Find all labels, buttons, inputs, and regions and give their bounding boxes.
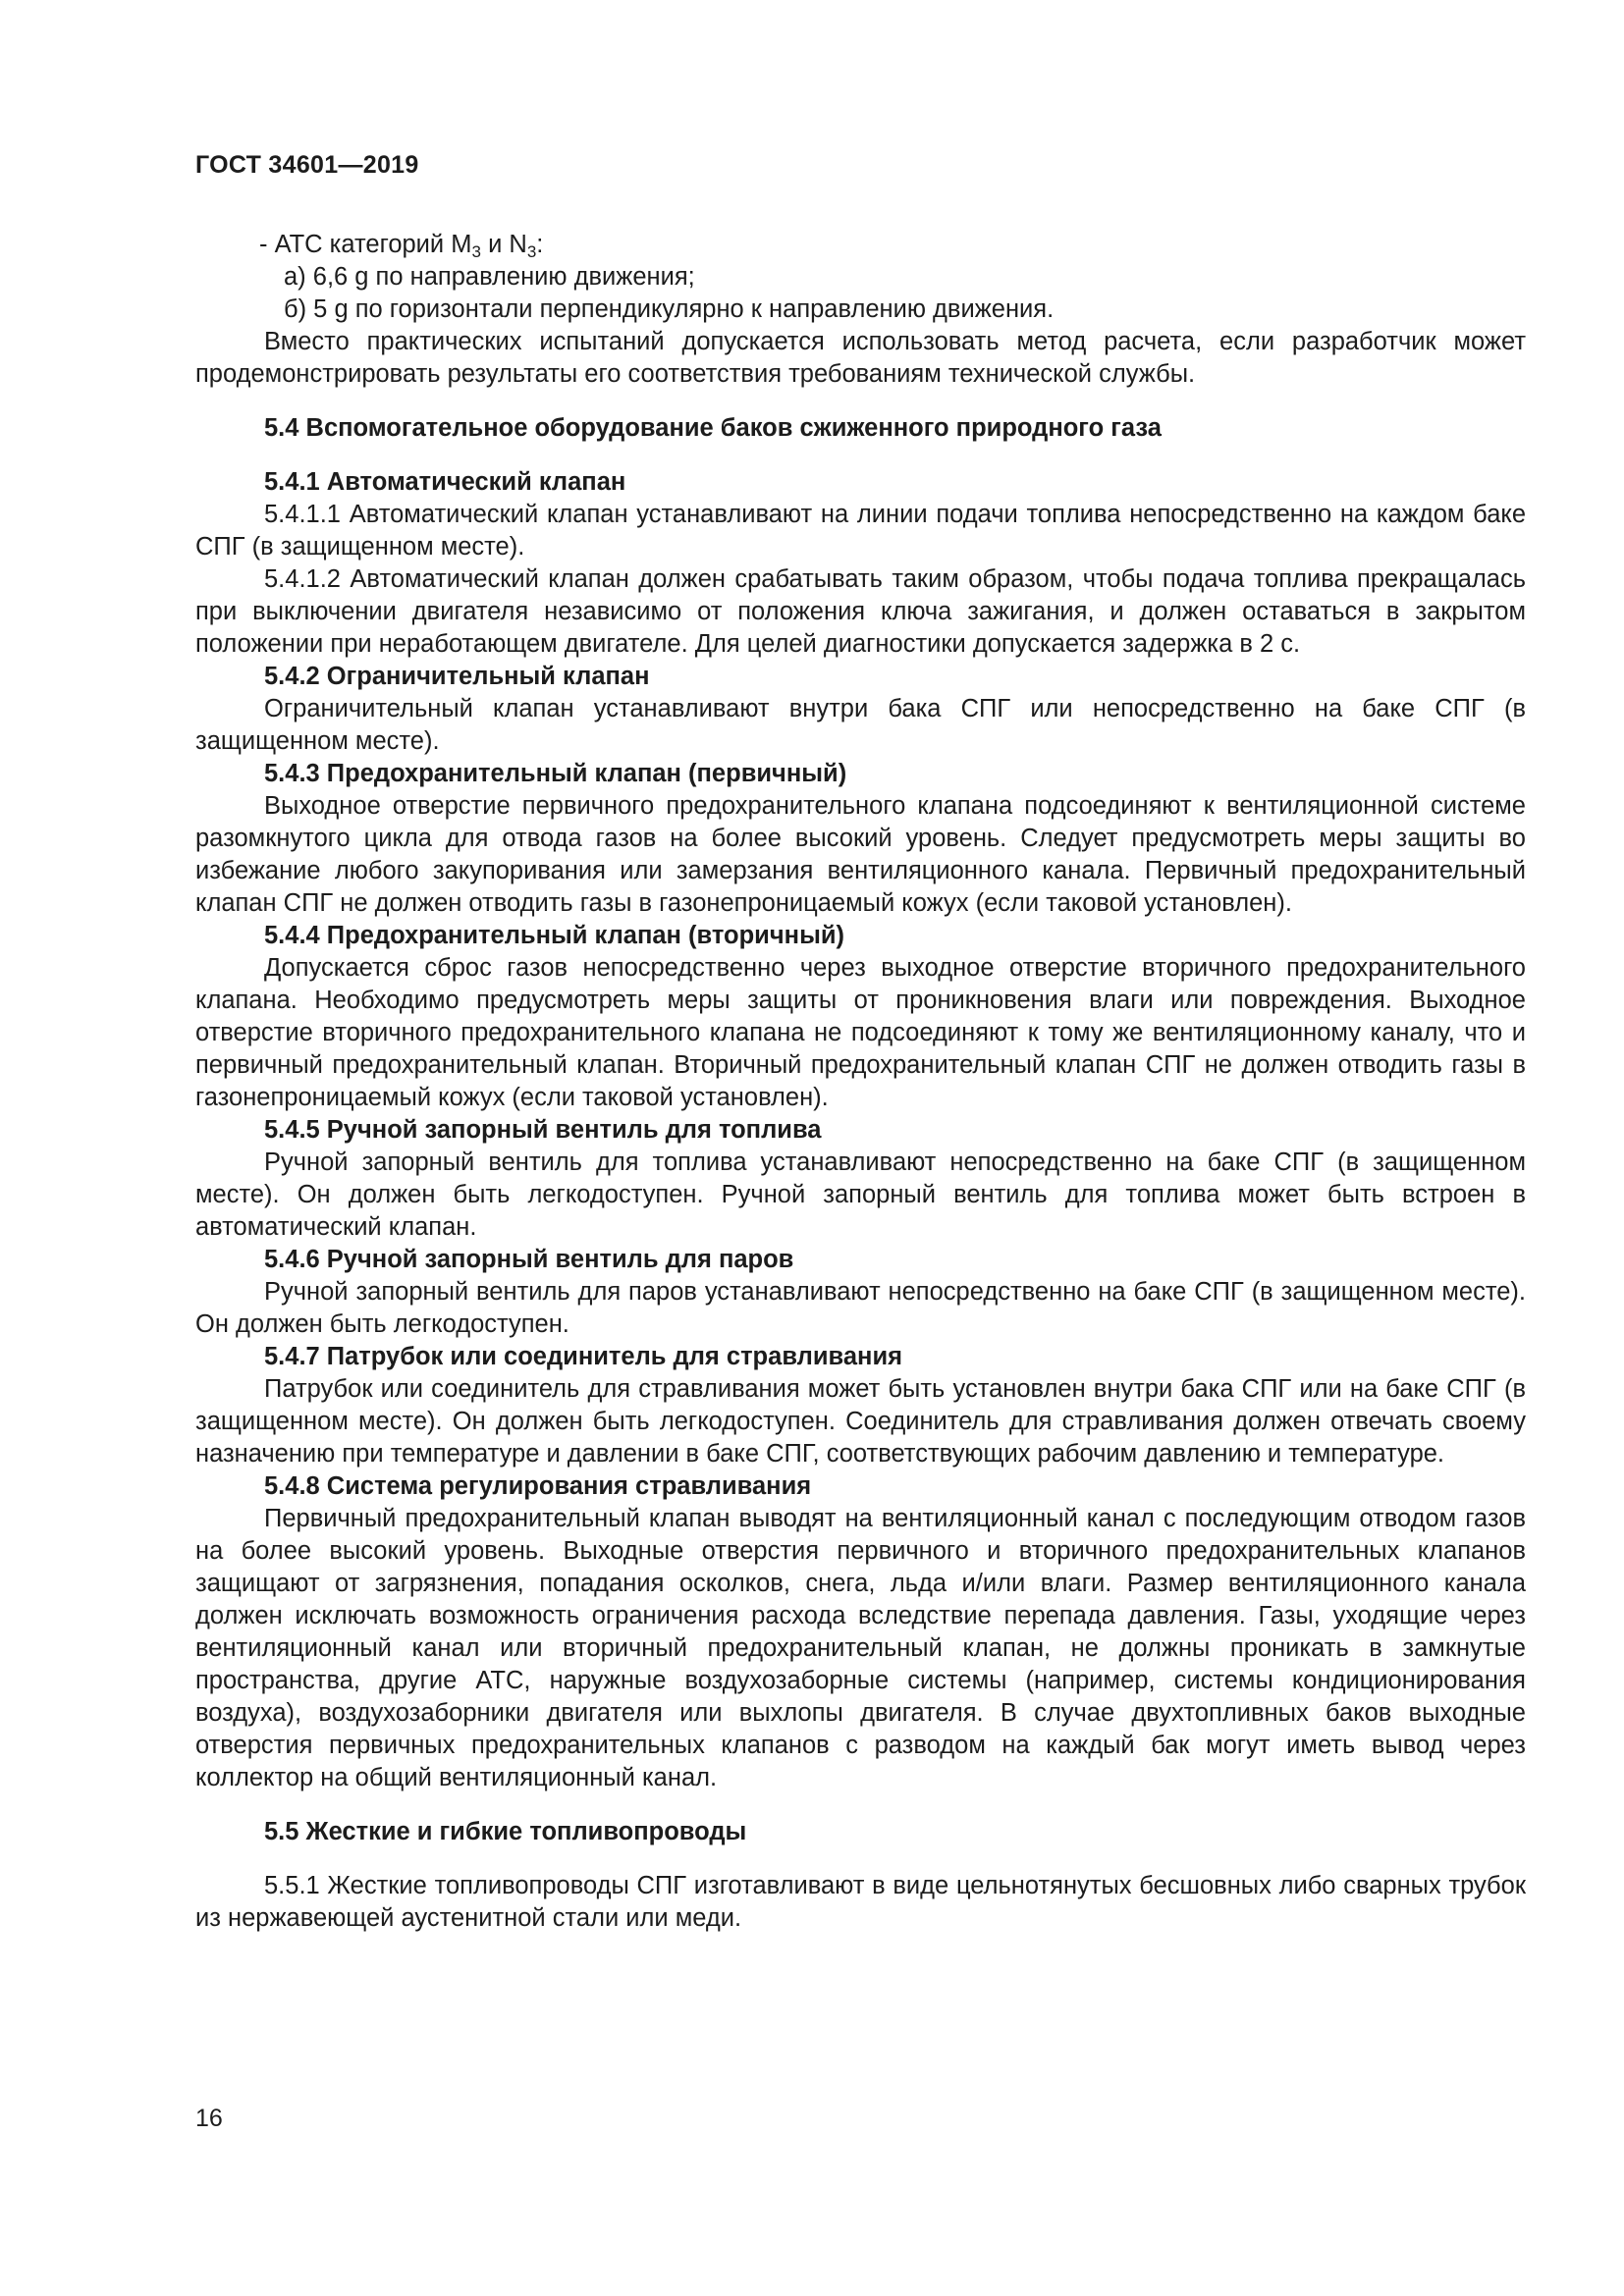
paragraph-5-4-2: Ограничительный клапан устанавливают внутри бака СПГ или непосредственно на баке СПГ (в защищенном месте). bbox=[195, 695, 1526, 755]
subsection-heading-5-4-2: 5.4.2 Ограничительный клапан bbox=[264, 663, 650, 690]
subscript-n: 3 bbox=[526, 242, 537, 261]
subsection-heading-5-4-8: 5.4.8 Система регулирования стравливания bbox=[264, 1472, 812, 1500]
list-item-mid: и N bbox=[480, 231, 527, 258]
subsection-heading-5-4-1: 5.4.1 Автоматический клапан bbox=[264, 468, 626, 496]
section-heading-5-5: 5.5 Жесткие и гибкие топливопроводы bbox=[264, 1818, 747, 1845]
paragraph-5-4-3: Выходное отверстие первичного предохранительного клапана подсоединяют к вентиляционной системе разомкнутого цикла для отвода газов на более высокий уровень. Следует предусмотреть меры защиты во избежание любого закупоривания или замерзания вентиляционного канала. Первичный предохранительный клапан СПГ не должен отводить газы в газонепроницаемый кожух (если таковой установлен). bbox=[195, 792, 1526, 917]
document-code-header: ГОСТ 34601—2019 bbox=[195, 151, 419, 179]
subsection-heading-5-4-5: 5.4.5 Ручной запорный вентиль для топлива bbox=[264, 1116, 822, 1144]
list-sub-item-a: а) 6,6 g по направлению движения; bbox=[284, 263, 695, 291]
paragraph-5-4-1-1: 5.4.1.1 Автоматический клапан устанавливают на линии подачи топлива непосредственно на каждом баке СПГ (в защищенном месте). bbox=[195, 501, 1526, 561]
paragraph-calculation-method: Вместо практических испытаний допускается использовать метод расчета, если разработчик может продемонстрировать результаты его соответствия требованиям технической службы. bbox=[195, 328, 1526, 388]
list-sub-item-b: б) 5 g по горизонтали перпендикулярно к направлению движения. bbox=[284, 295, 1055, 323]
paragraph-5-4-7: Патрубок или соединитель для стравливания может быть установлен внутри бака СПГ или на баке СПГ (в защищенном месте). Он должен быть легкодоступен. Соединитель для стравливания должен отвечать своему назначению при температуре и давлении в баке СПГ, соответствующих рабочим давлению и температуре. bbox=[195, 1375, 1526, 1468]
paragraph-5-4-5: Ручной запорный вентиль для топлива устанавливают непосредственно на баке СПГ (в защищенном месте). Он должен быть легкодоступен. Ручной запорный вентиль для топлива может быть встроен в автоматический клапан. bbox=[195, 1148, 1526, 1241]
list-item-suffix: : bbox=[536, 231, 544, 258]
subsection-heading-5-4-7: 5.4.7 Патрубок или соединитель для стравливания bbox=[264, 1343, 903, 1370]
subscript-m: 3 bbox=[471, 242, 481, 261]
paragraph-5-4-8: Первичный предохранительный клапан выводят на вентиляционный канал с последующим отводом газов на более высокий уровень. Выходные отверстия первичного и вторичного предохранительных клапанов защищают от загрязнения, попадания осколков, снега, льда и/или влаги. Размер вентиляционного канала должен исключать возможность ограничения расхода вследствие перепада давления. Газы, уходящие через вентиляционный канал или вторичный предохранительный клапан, не должны проникать в замкнутые пространства, другие АТС, наружные воздухозаборные системы (например, системы кондиционирования воздуха), воздухозаборники двигателя или выхлопы двигателя. В случае двухтопливных баков выходные отверстия первичных предохранительных клапанов с разводом на каждый бак могут иметь вывод через коллектор на общий вентиляционный канал. bbox=[195, 1505, 1526, 1791]
list-item-prefix: - АТС категорий М bbox=[259, 231, 472, 258]
page-number: 16 bbox=[195, 2105, 223, 2132]
subsection-heading-5-4-3: 5.4.3 Предохранительный клапан (первичный) bbox=[264, 760, 847, 787]
page-content bbox=[195, 229, 1526, 1935]
subsection-heading-5-4-6: 5.4.6 Ручной запорный вентиль для паров bbox=[264, 1246, 794, 1273]
paragraph-5-5-1: 5.5.1 Жесткие топливопроводы СПГ изготавливают в виде цельнотянутых бесшовных либо сварных трубок из нержавеющей аустенитной стали или меди. bbox=[195, 1872, 1526, 1932]
paragraph-5-4-4: Допускается сброс газов непосредственно через выходное отверстие вторичного предохранительного клапана. Необходимо предусмотреть меры защиты от проникновения влаги или повреждения. Выходное отверстие вторичного предохранительного клапана не подсоединяют к тому же вентиляционному каналу, что и первичный предохранительный клапан. Вторичный предохранительный клапан СПГ не должен отводить газы в газонепроницаемый кожух (если таковой установлен). bbox=[195, 954, 1526, 1111]
subsection-heading-5-4-4: 5.4.4 Предохранительный клапан (вторичный) bbox=[264, 922, 845, 949]
paragraph-5-4-6: Ручной запорный вентиль для паров устанавливают непосредственно на баке СПГ (в защищенном месте). Он должен быть легкодоступен. bbox=[195, 1278, 1526, 1338]
section-heading-5-4: 5.4 Вспомогательное оборудование баков сжиженного природного газа bbox=[264, 414, 1162, 442]
list-item-vehicle-category bbox=[195, 229, 1526, 261]
paragraph-5-4-1-2: 5.4.1.2 Автоматический клапан должен срабатывать таким образом, чтобы подача топлива прекращалась при выключении двигателя независимо от положения ключа зажигания, и должен оставаться в закрытом положении при неработающем двигателе. Для целей диагностики допускается задержка в 2 с. bbox=[195, 565, 1526, 658]
